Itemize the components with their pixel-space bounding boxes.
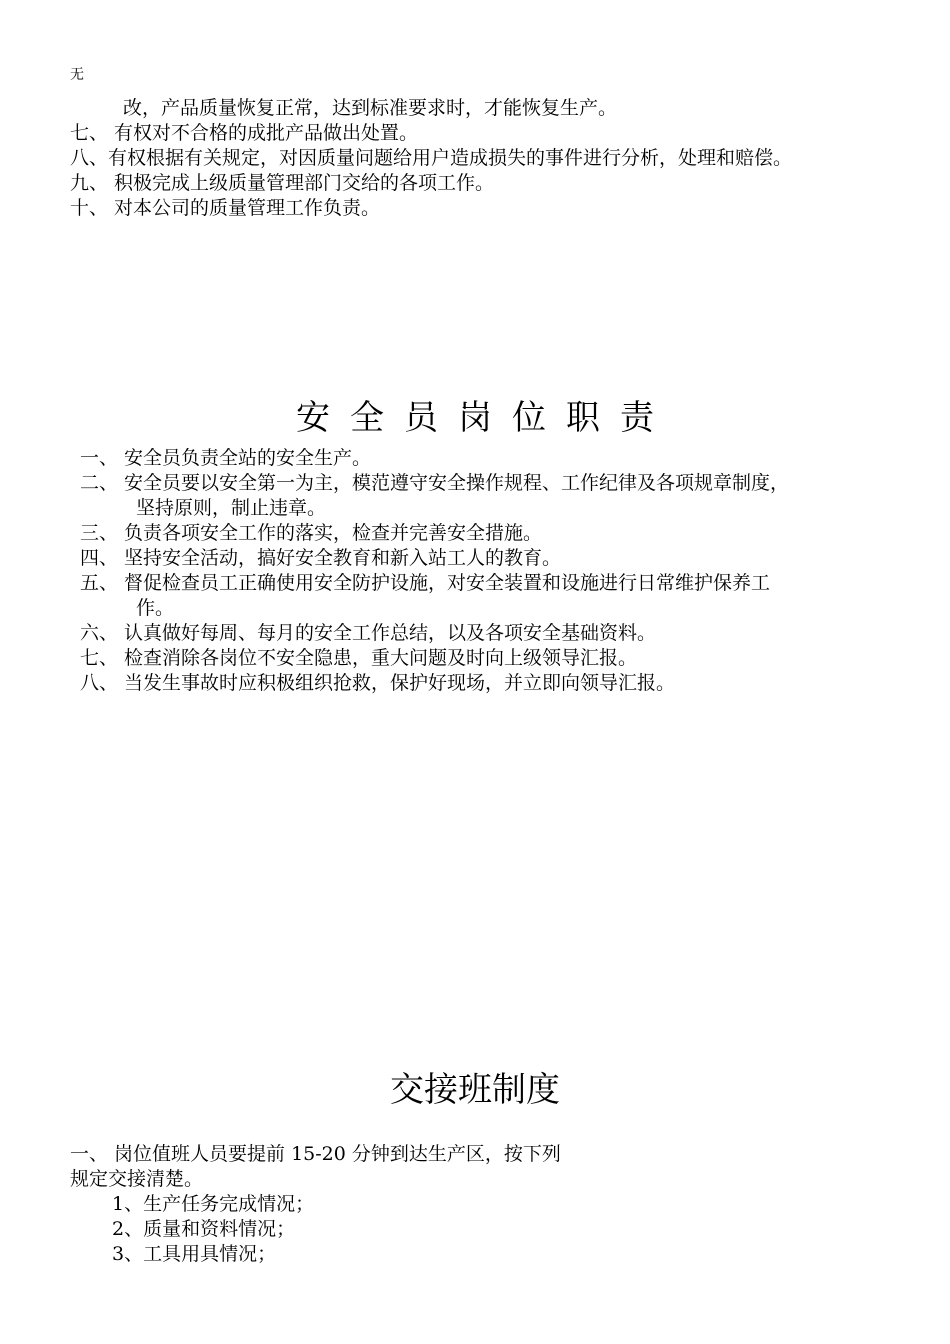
shift-subitem-3: 3、工具用具情况；	[112, 1243, 277, 1265]
quality-item-8: 八、有权根据有关规定，对因质量问题给用户造成损失的事件进行分析，处理和赔偿。	[70, 147, 793, 169]
safety-item-5: 五、 督促检查员工正确使用安全防护设施，对安全装置和设施进行日常维护保养工	[80, 572, 771, 594]
safety-item-5-continuation: 作。	[136, 597, 175, 619]
header-mark: 无	[70, 67, 84, 83]
quality-item-continuation: 改，产品质量恢复正常，达到标准要求时，才能恢复生产。	[123, 97, 618, 119]
safety-item-2-continuation: 坚持原则，制止违章。	[136, 497, 327, 519]
safety-section-title: 安全员岗位职责	[296, 398, 674, 438]
safety-item-8: 八、 当发生事故时应积极组织抢救，保护好现场，并立即向领导汇报。	[80, 672, 676, 694]
shift-item-1-continuation: 规定交接清楚。	[70, 1168, 204, 1190]
safety-item-4: 四、 坚持安全活动，搞好安全教育和新入站工人的教育。	[80, 547, 562, 569]
shift-item-1: 一、 岗位值班人员要提前 15-20 分钟到达生产区，按下列	[70, 1143, 561, 1165]
quality-item-10: 十、 对本公司的质量管理工作负责。	[70, 197, 381, 219]
safety-item-6: 六、 认真做好每周、每月的安全工作总结，以及各项安全基础资料。	[80, 622, 657, 644]
quality-item-7: 七、 有权对不合格的成批产品做出处置。	[70, 122, 419, 144]
shift-section-title: 交接班制度	[390, 1070, 560, 1110]
safety-item-3: 三、 负责各项安全工作的落实，检查并完善安全措施。	[80, 522, 543, 544]
shift-subitem-1: 1、生产任务完成情况；	[112, 1193, 315, 1215]
safety-item-7: 七、 检查消除各岗位不安全隐患，重大问题及时向上级领导汇报。	[80, 647, 638, 669]
shift-subitem-2: 2、质量和资料情况；	[112, 1218, 296, 1240]
safety-item-2: 二、 安全员要以安全第一为主，模范遵守安全操作规程、工作纪律及各项规章制度，	[80, 472, 790, 494]
safety-item-1: 一、 安全员负责全站的安全生产。	[80, 447, 372, 469]
quality-item-9: 九、 积极完成上级质量管理部门交给的各项工作。	[70, 172, 495, 194]
